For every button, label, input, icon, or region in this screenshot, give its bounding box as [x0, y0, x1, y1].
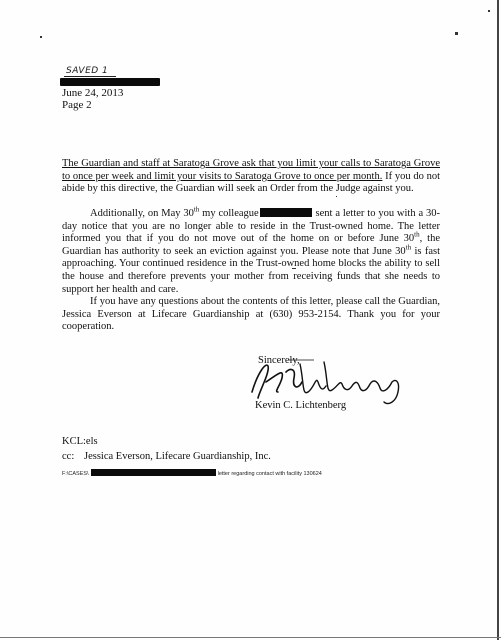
cc-recipient: Jessica Everson, Lifecare Guardianship, Inc. [84, 451, 271, 462]
page-number: Page 2 [62, 99, 92, 111]
redaction-bar [91, 469, 216, 476]
signer-name: Kevin C. Lichtenberg [255, 400, 347, 411]
scan-speck [488, 10, 490, 12]
paragraph-directive [62, 158, 440, 196]
scan-speck [455, 32, 458, 35]
scan-edge-bottom [0, 637, 501, 638]
text-span: Additionally, on May 30 [90, 208, 194, 219]
superscript: th [193, 205, 200, 214]
handwritten-note: SAVED 1 [66, 66, 109, 76]
text-span: is fast approaching. Your continued residence in the Trust-owned home blocks the ability to sell the house and therefore prevents your mother from receiving funds that she needs to support her health and care. [62, 245, 440, 295]
file-path-prefix: F:\CASES\ [62, 471, 89, 477]
file-path-suffix: letter regarding contact with facility 130624 [217, 471, 322, 477]
paragraph-eviction [62, 205, 440, 296]
closing-salutation: Sincerely, [258, 355, 300, 366]
letter-date: June 24, 2013 [62, 87, 124, 99]
scan-speck [40, 36, 42, 38]
redaction-bar [60, 78, 160, 86]
text-span: sent a letter to you with a 30-day notice that you are no longer able to reside in the Trust-owned home. The letter informed you that if you do not move out of the home on or before June 30 [62, 208, 440, 245]
cc-label: cc: [62, 451, 75, 462]
directive-underlined: The Guardian and staff at Saratoga Grove ask that you limit your calls to Saratoga Grove to once per week and limit your visits to Saratoga Grove to once per month. [62, 158, 440, 182]
file-path [62, 469, 322, 477]
scan-speck [336, 196, 337, 197]
superscript: th [414, 230, 420, 239]
handwritten-underline [64, 76, 116, 77]
directive-rest: If you do not abide by this directive, the Guardian will seek an Order from the Judge against you. [62, 170, 440, 195]
text-span: my colleague [199, 208, 259, 219]
typist-initials: KCL:els [62, 436, 98, 447]
paragraph-contact: If you have any questions about the contents of this letter, please call the Guardian, Jessica Everson at Lifecare Guardianship at (630) 953-2154. Thank you for your cooperation. [62, 296, 440, 333]
superscript: th [405, 243, 412, 252]
text-span: , the Guardian has authority to seek an eviction against you. Please note that June 30 [62, 233, 440, 257]
redaction-bar [260, 208, 312, 217]
scan-edge-right [497, 0, 499, 640]
